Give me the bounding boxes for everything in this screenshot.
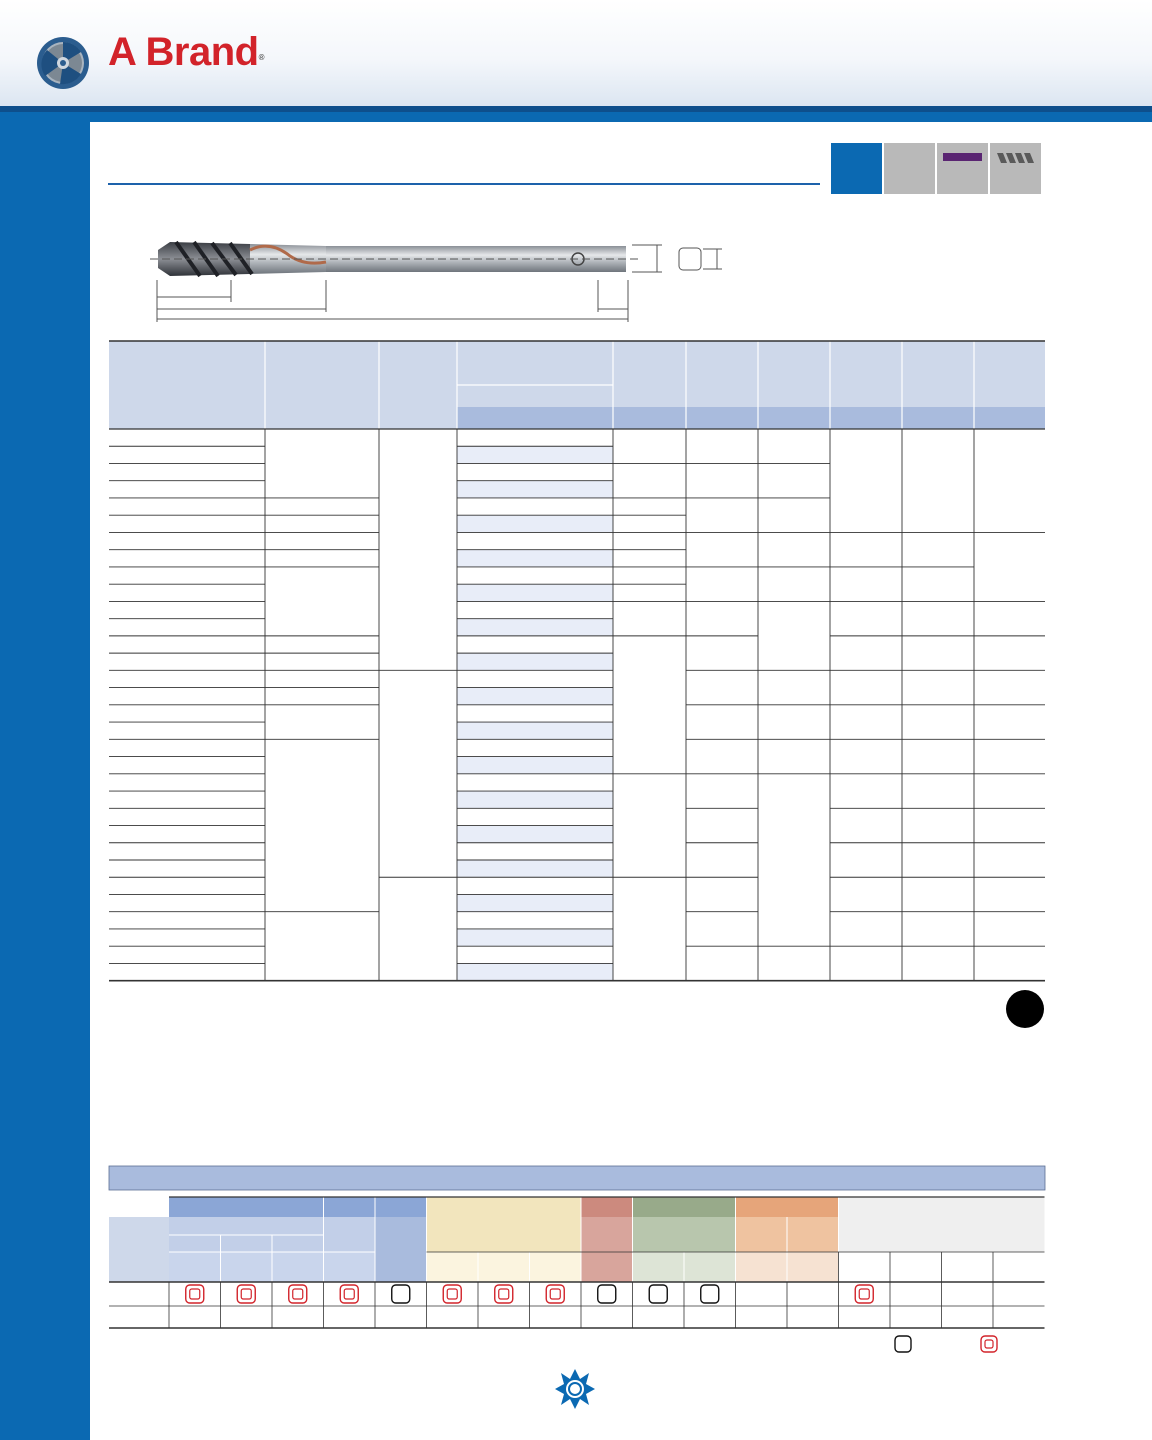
brand-name: A Brand® xyxy=(108,30,264,74)
table-alt-row xyxy=(457,963,613,980)
material-cell xyxy=(478,1252,530,1282)
table-alt-row xyxy=(457,826,613,843)
material-subgroup-cell xyxy=(324,1217,376,1252)
applicability-title-bar xyxy=(109,1166,1045,1190)
good-mark-icon xyxy=(598,1285,616,1303)
table-alt-row xyxy=(457,791,613,808)
material-group-band xyxy=(736,1197,839,1217)
good-mark-icon xyxy=(701,1285,719,1303)
material-subgroup-cell xyxy=(427,1217,582,1252)
excellent-mark-icon xyxy=(495,1285,513,1303)
material-cell xyxy=(427,1252,479,1282)
table-alt-row xyxy=(457,653,613,670)
material-cell xyxy=(993,1252,1045,1282)
excellent-mark-icon xyxy=(855,1285,873,1303)
material-cell xyxy=(787,1252,839,1282)
table-alt-row xyxy=(457,550,613,567)
material-group-band xyxy=(633,1197,736,1217)
excellent-mark-inner-icon xyxy=(241,1289,251,1299)
good-mark-icon xyxy=(649,1285,667,1303)
table-alt-row xyxy=(457,688,613,705)
excellent-mark-inner-icon xyxy=(447,1289,457,1299)
material-cell xyxy=(633,1252,685,1282)
excellent-mark-inner-icon xyxy=(550,1289,560,1299)
table-alt-row xyxy=(457,446,613,463)
page-marker-dot xyxy=(1006,990,1044,1028)
table-alt-row xyxy=(457,515,613,532)
material-subgroup-cell xyxy=(839,1217,1045,1252)
excellent-mark-icon xyxy=(237,1285,255,1303)
material-cell xyxy=(530,1252,582,1282)
material-cell xyxy=(684,1252,736,1282)
excellent-mark-icon xyxy=(340,1285,358,1303)
excellent-mark-icon xyxy=(289,1285,307,1303)
header-subcell xyxy=(457,385,613,407)
excellent-mark-inner-icon xyxy=(344,1289,354,1299)
material-group-band xyxy=(581,1197,633,1217)
material-applicability-table xyxy=(109,1166,1045,1328)
material-cell xyxy=(839,1252,891,1282)
material-subgroup-cell xyxy=(633,1217,736,1252)
material-cell xyxy=(169,1252,221,1282)
table-alt-row xyxy=(457,929,613,946)
excellent-mark-icon xyxy=(546,1285,564,1303)
material-subgroup-cell xyxy=(169,1217,324,1235)
material-group-band xyxy=(839,1197,1045,1217)
table-alt-row xyxy=(457,894,613,911)
table-alt-row xyxy=(457,722,613,739)
good-mark-icon xyxy=(392,1285,410,1303)
osg-star-logo-icon xyxy=(555,1369,595,1409)
material-cell xyxy=(272,1252,324,1282)
material-group-band xyxy=(427,1197,582,1217)
table-alt-row xyxy=(457,481,613,498)
excellent-mark-inner-icon xyxy=(499,1289,509,1299)
material-cell xyxy=(736,1252,788,1282)
table-alt-row xyxy=(457,584,613,601)
material-cell xyxy=(942,1252,994,1282)
tap-illustration xyxy=(150,242,640,276)
excellent-mark-inner-icon xyxy=(293,1289,303,1299)
table-alt-row xyxy=(457,860,613,877)
specification-table xyxy=(109,341,1045,981)
excellent-mark-icon xyxy=(443,1285,461,1303)
material-subgroup-cell xyxy=(736,1217,788,1252)
excellent-mark-inner-icon xyxy=(859,1289,869,1299)
material-cell xyxy=(221,1252,273,1282)
table-alt-row xyxy=(457,619,613,636)
material-subgroup-cell xyxy=(169,1235,324,1252)
excellent-mark-inner-icon xyxy=(190,1289,200,1299)
excellent-mark-icon xyxy=(186,1285,204,1303)
material-subgroup-cell xyxy=(375,1217,427,1282)
material-subgroup-cell xyxy=(787,1217,839,1252)
material-subgroup-cell xyxy=(581,1217,633,1282)
material-group-band xyxy=(169,1197,427,1217)
table-alt-row xyxy=(457,757,613,774)
applicability-row-header xyxy=(109,1217,169,1282)
material-cell xyxy=(324,1252,376,1282)
legend-black-symbol xyxy=(894,1335,912,1353)
legend-red-symbol xyxy=(980,1335,998,1353)
header-unit-band xyxy=(457,407,1045,429)
material-cell xyxy=(890,1252,942,1282)
